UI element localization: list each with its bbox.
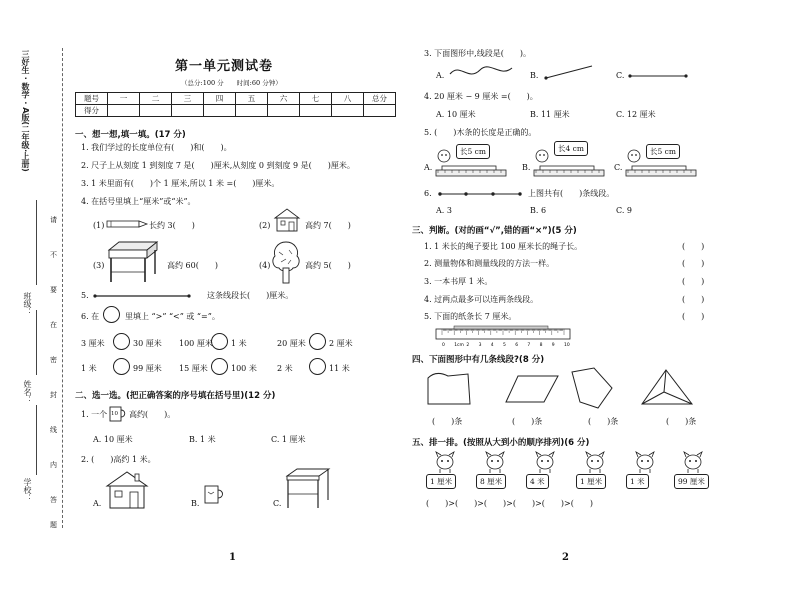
ruler-tick-label: 0 [442, 343, 445, 348]
page-number-1: 1 [229, 552, 236, 563]
compare-left: 3 厘米 [81, 339, 105, 348]
mug-icon [203, 484, 225, 506]
q2-2-opt-c[interactable]: C. [273, 499, 282, 508]
compare-right: 30 厘米 [133, 339, 162, 348]
q3: 3. 下面图形中,线段是( )。 [424, 49, 531, 58]
q1-4b-text: 高约 7( ) [305, 221, 351, 230]
animal-icon [432, 452, 458, 474]
q5-opt[interactable]: A. [424, 163, 433, 172]
shape-2-blank[interactable]: ( )条 [512, 417, 543, 426]
ruler-tick-label: 9 [551, 343, 555, 348]
shape-4-icon [640, 368, 694, 408]
class-field[interactable] [36, 200, 37, 285]
binding-strip [0, 0, 72, 589]
section-3-title: 三、判断。(对的画“√”,错的画“×”)(5 分) [412, 226, 577, 236]
compare-circle[interactable] [113, 333, 130, 350]
ruler-tick-label: 3 [478, 343, 482, 348]
judge-item: 1. 1 米长的绳子要比 100 厘米长的绳子长。 [424, 242, 583, 251]
seal-char: 内 [50, 461, 57, 469]
animal-icon [680, 452, 706, 474]
score-table [75, 92, 396, 117]
q4-opt-b[interactable]: B. 11 厘米 [530, 110, 570, 119]
q1-4b-num: (2) [259, 221, 271, 230]
section-2-title: 二、选一选。(把正确答案的序号填在括号里)(12 分) [75, 391, 276, 401]
q1-4a-num: (1) [93, 221, 105, 230]
compare-left: 1 米 [81, 364, 97, 373]
score-header-cell: 总分 [364, 93, 396, 105]
score-header-cell: 三 [172, 93, 204, 105]
sample-circle [103, 306, 120, 323]
ruler-tick-label: 10 [564, 343, 570, 348]
measure-tag: 长5 cm [646, 144, 680, 159]
order-line[interactable]: ( )>( )>( )>( )>( )>( ) [426, 499, 593, 508]
seal-char: 答 [50, 496, 57, 504]
ruler-tick-label: 4 [490, 343, 494, 348]
score-header-label: 题号 [76, 93, 108, 105]
compare-left: 100 厘米 [179, 339, 213, 348]
shape-1-blank[interactable]: ( )条 [432, 417, 463, 426]
shape-4-blank[interactable]: ( )条 [666, 417, 697, 426]
house-icon [273, 208, 301, 232]
name-field[interactable] [36, 310, 37, 375]
q1-4a-text: 长约 3( ) [149, 221, 195, 230]
animal-icon [582, 452, 608, 474]
judge-item: 5. 下面的纸条长 7 厘米。 [424, 312, 517, 321]
section-5-title: 五、排一排。(按照从大到小的顺序排列)(6 分) [412, 438, 590, 448]
compare-circle[interactable] [113, 358, 130, 375]
table-icon [285, 468, 331, 510]
judge-item: 3. 一本书厚 1 米。 [424, 277, 493, 286]
class-label: 班级： [23, 292, 32, 316]
score-header-cell: 七 [300, 93, 332, 105]
segment-icon-c [628, 72, 688, 80]
score-header-cell: 二 [140, 93, 172, 105]
score-cell[interactable] [108, 105, 140, 117]
segment-icon [95, 292, 195, 300]
q6-opt-c[interactable]: C. 9 [616, 206, 633, 215]
judge-answer[interactable]: ( ) [682, 259, 705, 268]
score-header-cell: 八 [332, 93, 364, 105]
q4-opt-a[interactable]: A. 10 厘米 [436, 110, 476, 119]
q1-4c-num: (3) [93, 261, 105, 270]
judge-answer[interactable]: ( ) [682, 295, 705, 304]
score-cell[interactable] [300, 105, 332, 117]
page-number-2: 2 [562, 552, 569, 563]
q6-opt-b[interactable]: B. 6 [530, 206, 547, 215]
q1-1: 1. 我们学过的长度单位有( )和( )。 [81, 143, 232, 152]
animal-card: 1 厘米 [576, 474, 606, 489]
q2-2-opt-a[interactable]: A. [93, 499, 102, 508]
q1-4c-text: 高约 60( ) [167, 261, 218, 270]
score-cell[interactable] [236, 105, 268, 117]
ruler-tick-label: 8 [539, 343, 543, 348]
animal-icon [482, 452, 508, 474]
ruler-tick-label: 6 [515, 343, 519, 348]
score-cell[interactable] [364, 105, 396, 117]
book-label: 三好生 · 数学 · A版(二年级·上册) [21, 50, 30, 172]
animal-card: 1 厘米 [426, 474, 456, 489]
section-1-title: 一、想一想,填一填。(17 分) [75, 130, 186, 140]
q2-1-opt-b[interactable]: B. 1 米 [189, 435, 216, 444]
q2-1a: 1. 一个 [81, 410, 108, 419]
q5-opt[interactable]: C. [614, 163, 623, 172]
compare-circle[interactable] [211, 358, 228, 375]
seal-char: 请 [50, 216, 57, 224]
score-cell[interactable] [172, 105, 204, 117]
ruler-icon [436, 329, 572, 347]
ruler-tick-label: 5 [503, 343, 506, 348]
score-row-label: 得分 [76, 105, 108, 117]
q1-2: 2. 尺子上从刻度 1 到刻度 7 是( )厘米,从刻度 0 到刻度 9 是( )厘米。 [81, 161, 355, 170]
compare-left: 15 厘米 [179, 364, 208, 373]
q2-2-opt-b[interactable]: B. [191, 499, 200, 508]
school-label: 学校： [23, 478, 32, 502]
q1-4: 4. 在括号里填上“厘米”或“米”。 [81, 197, 196, 206]
ruler-tick-label: 2 [466, 343, 470, 348]
seal-char: 在 [50, 321, 57, 329]
seal-char: 不 [50, 251, 57, 259]
seal-line [62, 48, 63, 528]
q2-1b: 高约( )。 [129, 410, 176, 419]
segment-points-icon [438, 190, 522, 198]
name-label: 姓名： [23, 380, 32, 404]
compare-right: 1 米 [231, 339, 247, 348]
compare-right: 11 米 [329, 364, 350, 373]
tree-icon [271, 240, 301, 284]
animal-card: 8 厘米 [476, 474, 506, 489]
compare-circle[interactable] [309, 333, 326, 350]
ray-icon [544, 64, 594, 80]
desk-icon [107, 240, 159, 284]
compare-left: 20 厘米 [277, 339, 306, 348]
animal-card: 4 米 [526, 474, 549, 489]
animal-card: 1 米 [626, 474, 649, 489]
q2-1-opt-a[interactable]: A. 10 厘米 [93, 435, 133, 444]
page-1 [75, 0, 403, 589]
animal-icon [632, 452, 658, 474]
house-icon-large [105, 470, 149, 510]
compare-circle[interactable] [309, 358, 326, 375]
score-header-cell: 一 [108, 93, 140, 105]
score-cell[interactable] [332, 105, 364, 117]
exam-title: 第一单元测试卷 [175, 59, 274, 74]
score-header-cell: 六 [268, 93, 300, 105]
score-cell[interactable] [204, 105, 236, 117]
seal-char: 要 [50, 286, 57, 294]
q1-5-num: 5. [81, 291, 89, 300]
q3-opt-b[interactable]: B. [530, 71, 539, 80]
curve-icon [450, 64, 514, 80]
q5: 5. ( )木条的长度是正确的。 [424, 128, 537, 137]
exam-subtitle: （总分:100 分 时间:60 分钟） [181, 79, 282, 87]
judge-answer[interactable]: ( ) [682, 277, 705, 286]
seal-char: 密 [50, 356, 57, 364]
cup-label: 10 [111, 411, 118, 417]
q1-6-text: 里填上 “>” “<” 或 “=”。 [125, 312, 220, 321]
shape-1-icon [424, 368, 474, 408]
school-field[interactable] [36, 405, 37, 475]
shape-3-blank[interactable]: ( )条 [588, 417, 619, 426]
page-2 [412, 0, 738, 589]
compare-right: 100 米 [231, 364, 257, 373]
pencil-icon [107, 218, 147, 230]
section-4-title: 四、下面图形中有几条线段?(8 分) [412, 355, 545, 365]
compare-right: 99 厘米 [133, 364, 162, 373]
q1-6-num: 6. 在 [81, 312, 100, 321]
q2-1-opt-c[interactable]: C. 1 厘米 [271, 435, 306, 444]
animal-card: 99 厘米 [674, 474, 709, 489]
q1-4d-text: 高约 5( ) [305, 261, 351, 270]
seal-char: 封 [50, 391, 57, 399]
measure-tag: 长5 cm [456, 144, 490, 159]
judge-answer[interactable]: ( ) [682, 312, 705, 321]
shape-2-icon [504, 374, 560, 404]
compare-circle[interactable] [211, 333, 228, 350]
ruler-tick-label: 1cm [454, 343, 464, 348]
q3-opt-c[interactable]: C. [616, 71, 625, 80]
score-header-cell: 五 [236, 93, 268, 105]
q4-opt-c[interactable]: C. 12 厘米 [616, 110, 656, 119]
q1-4d-num: (4) [259, 261, 271, 270]
score-cell[interactable] [268, 105, 300, 117]
judge-answer[interactable]: ( ) [682, 242, 705, 251]
q4: 4. 20 厘米 − 9 厘米 =( )。 [424, 92, 538, 101]
score-cell[interactable] [140, 105, 172, 117]
score-header-cell: 四 [204, 93, 236, 105]
judge-item: 4. 过两点最多可以连两条线段。 [424, 295, 539, 304]
measure-tag: 长4 cm [554, 141, 588, 156]
q3-opt-a[interactable]: A. [436, 71, 445, 80]
animal-icon [532, 452, 558, 474]
seal-char: 题 [50, 521, 57, 529]
q5-opt[interactable]: B. [522, 163, 531, 172]
q6-opt-a[interactable]: A. 3 [436, 206, 452, 215]
q6-num: 6. [424, 189, 432, 198]
q6-text: 上图共有( )条线段。 [528, 189, 615, 198]
seal-char: 线 [50, 426, 57, 434]
shape-3-icon [568, 366, 614, 410]
q1-5-text: 这条线段长( )厘米。 [207, 291, 294, 300]
compare-right: 2 厘米 [329, 339, 353, 348]
compare-left: 2 米 [277, 364, 293, 373]
judge-item: 2. 测量物体和测量线段的方法一样。 [424, 259, 555, 268]
ruler-tick-label: 7 [527, 343, 531, 348]
q2-2: 2. ( )高约 1 米。 [81, 455, 156, 464]
q1-3: 3. 1 米里面有( )个 1 厘米,所以 1 米 =( )厘米。 [81, 179, 280, 188]
